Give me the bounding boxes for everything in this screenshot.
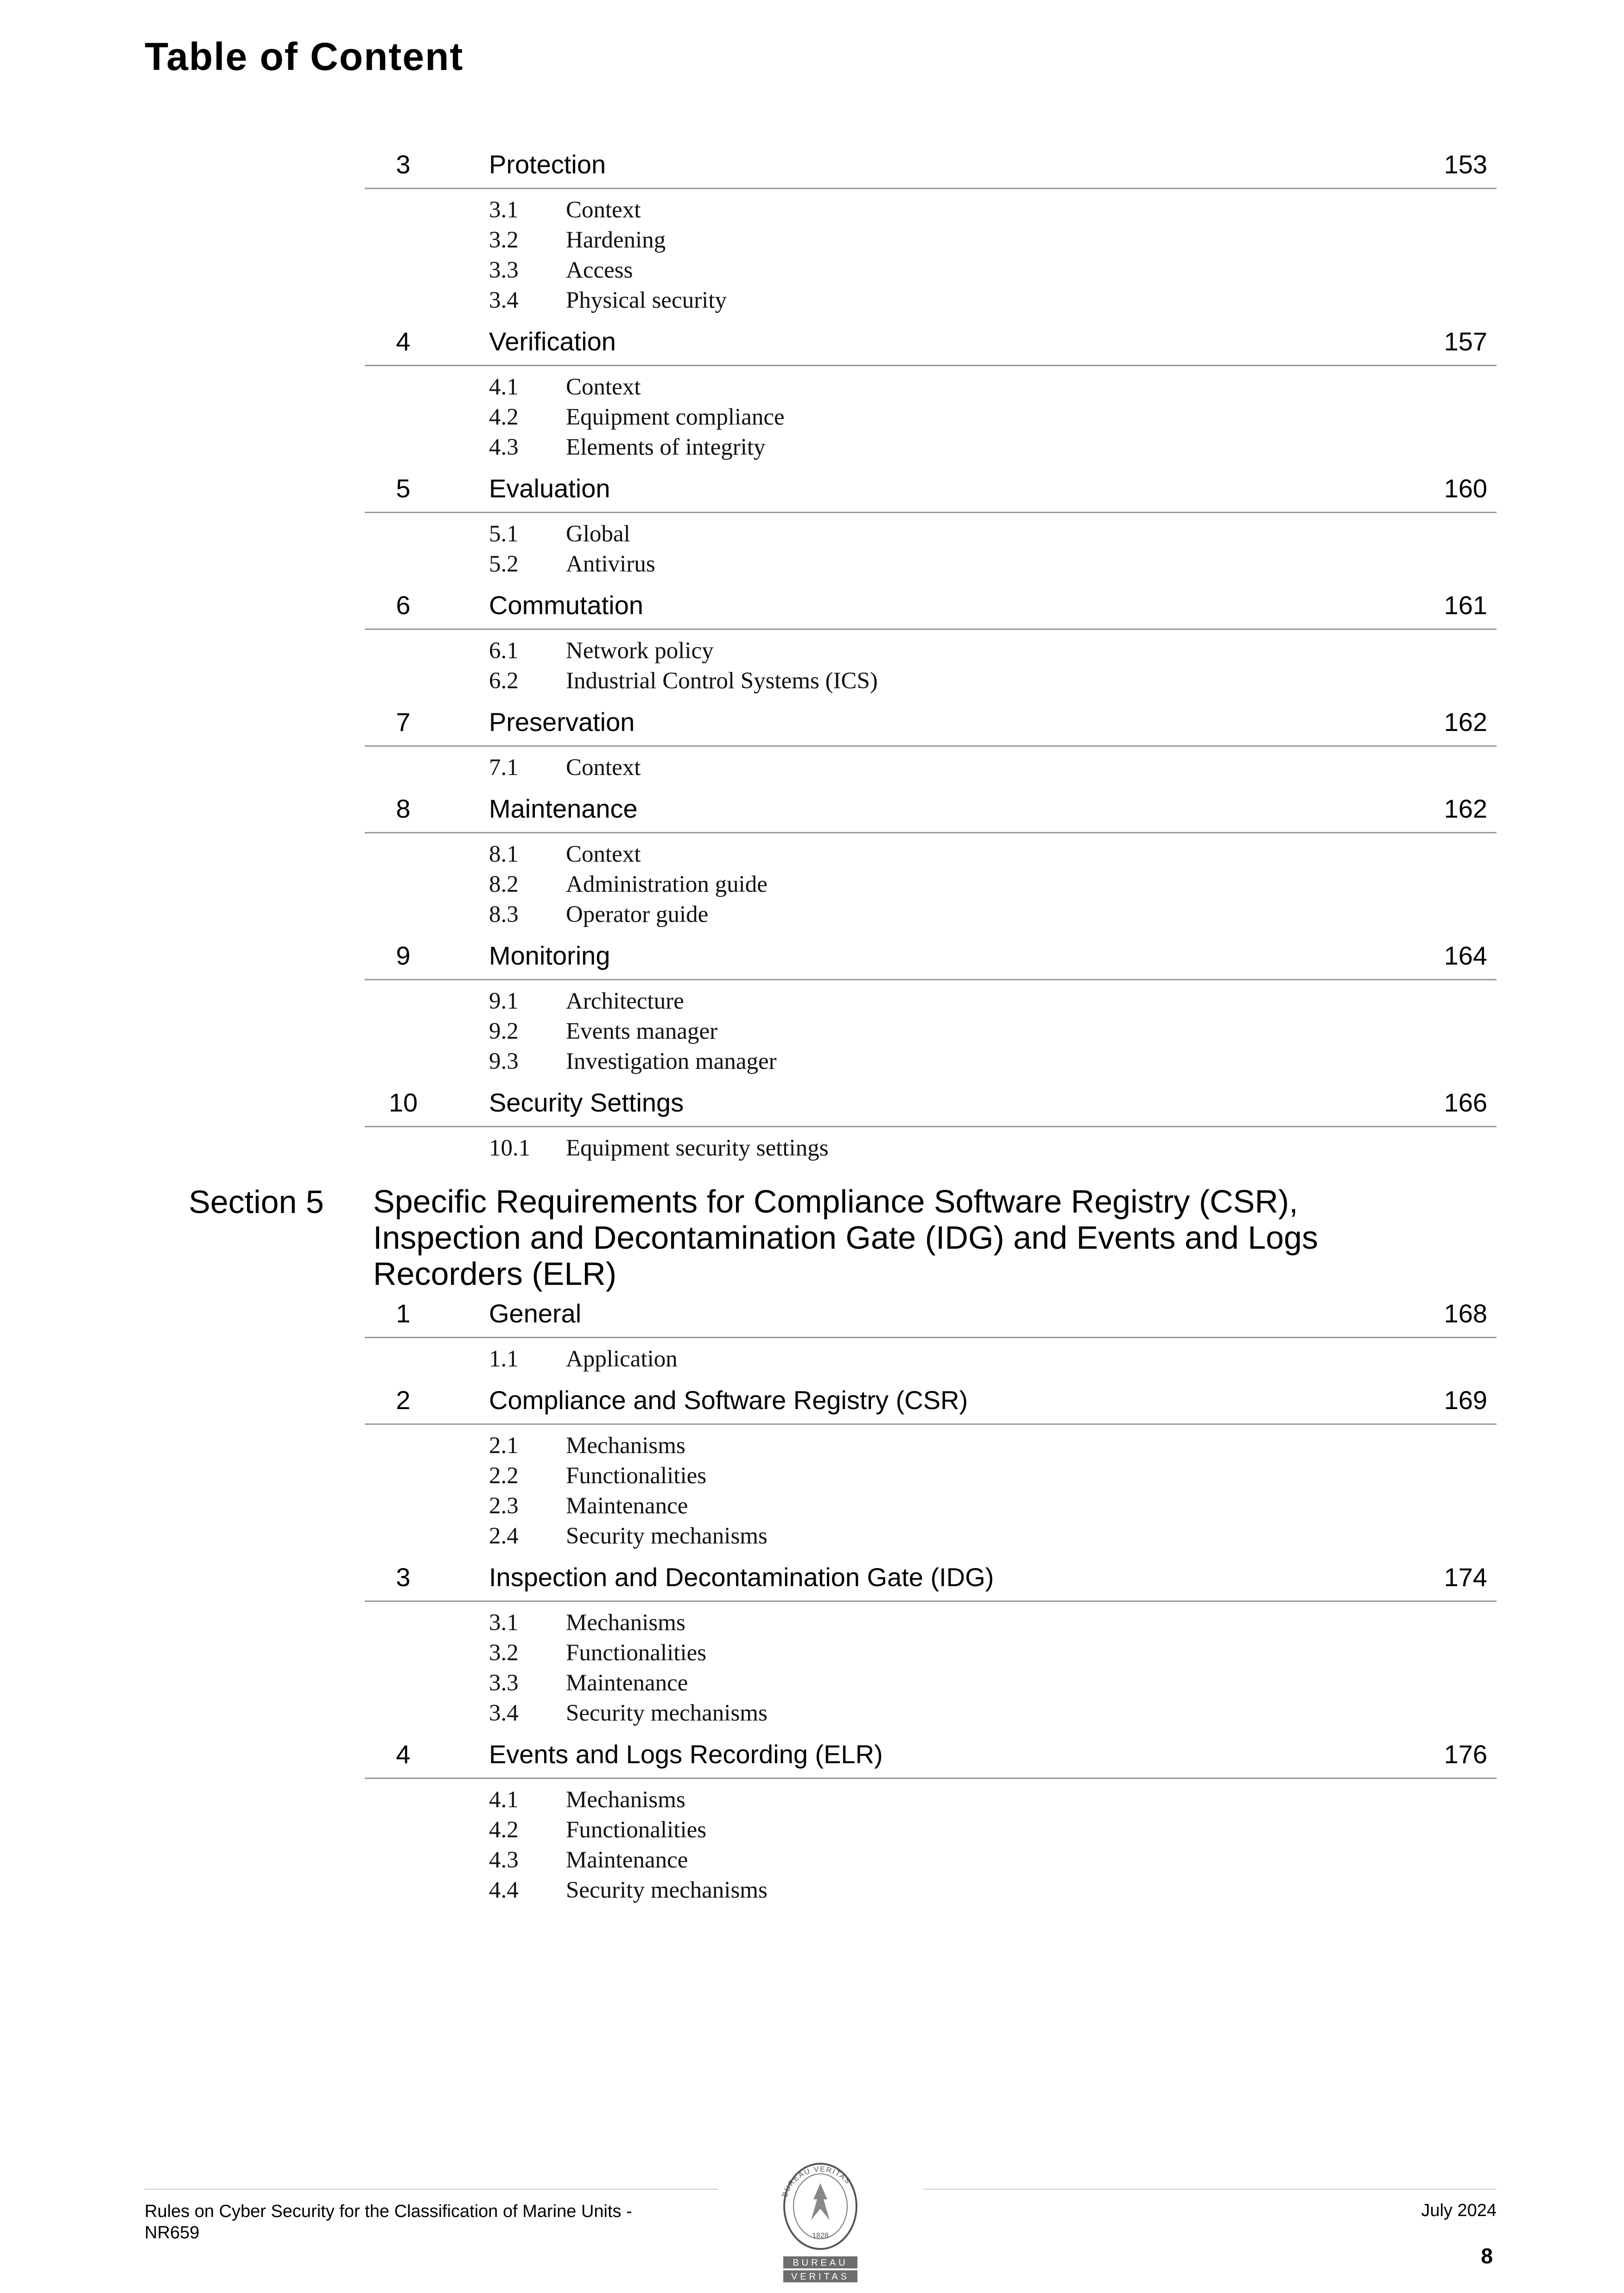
subsection-title: Mechanisms [566, 1787, 685, 1813]
chapter-rule [365, 1337, 1497, 1338]
subsection-title: Mechanisms [566, 1433, 685, 1459]
chapter-row[interactable] [365, 1294, 1497, 1338]
subsection-title: Network policy [566, 638, 714, 664]
subsection-item [365, 1461, 1497, 1491]
chapter-number: 6 [396, 591, 411, 620]
subsection-item [365, 285, 1497, 315]
logo-word-veritas: VERITAS [791, 2272, 850, 2282]
chapter-row[interactable] [365, 1557, 1497, 1602]
subsection-item [365, 549, 1497, 579]
subsection-title: Functionalities [566, 1640, 707, 1666]
subsection-item [365, 635, 1497, 666]
chapter-number: 2 [396, 1385, 411, 1415]
subsection-item [365, 255, 1497, 285]
chapter-rule [365, 1126, 1497, 1127]
subsection-number: 4.2 [489, 1817, 519, 1843]
subsection-title: Physical security [566, 287, 727, 313]
subsection-number: 8.1 [489, 841, 519, 867]
footer-divider-left [145, 2189, 718, 2190]
subsection-title: Events manager [566, 1018, 718, 1044]
subsection-number: 3.1 [489, 1610, 519, 1636]
chapter-row[interactable] [365, 322, 1497, 366]
subsection-title: Antivirus [566, 551, 655, 577]
chapter-number: 1 [396, 1299, 411, 1328]
chapter-title: Compliance and Software Registry (CSR) [489, 1385, 968, 1415]
subsection-title: Maintenance [566, 1493, 688, 1519]
chapter-number: 5 [396, 474, 411, 503]
subsection-list [365, 1338, 1497, 1380]
page-title: Table of Content [145, 35, 464, 78]
subsection-number: 8.2 [489, 871, 519, 897]
subsection-title: Global [566, 521, 630, 547]
subsection-item [365, 869, 1497, 899]
chapter-rule [365, 832, 1497, 833]
chapter-row[interactable] [365, 469, 1497, 513]
chapter-number: 3 [396, 150, 411, 179]
chapter-title: Security Settings [489, 1088, 684, 1117]
chapter-title: Monitoring [489, 941, 610, 970]
chapter-page: 157 [1444, 327, 1487, 356]
chapter-page: 174 [1444, 1563, 1487, 1592]
subsection-list [365, 980, 1497, 1083]
chapter-page: 162 [1444, 707, 1487, 737]
chapter-title: Evaluation [489, 474, 610, 503]
chapter-page: 153 [1444, 150, 1487, 179]
chapter-row[interactable] [365, 1380, 1497, 1425]
subsection-title: Security mechanisms [566, 1700, 768, 1726]
subsection-title: Security mechanisms [566, 1523, 768, 1549]
subsection-list [365, 630, 1497, 702]
subsection-number: 5.1 [489, 521, 519, 547]
subsection-number: 4.3 [489, 434, 519, 460]
chapter-number: 9 [396, 941, 411, 970]
subsection-list [365, 1779, 1497, 1912]
subsection-number: 2.1 [489, 1433, 519, 1459]
subsection-item [365, 1430, 1497, 1461]
subsection-item [365, 402, 1497, 432]
subsection-number: 3.3 [489, 1670, 519, 1696]
subsection-number: 4.1 [489, 374, 519, 400]
subsection-number: 3.1 [489, 197, 519, 223]
subsection-title: Equipment security settings [566, 1135, 829, 1161]
document-code: NR659 [145, 2223, 200, 2242]
subsection-item [365, 839, 1497, 869]
subsection-item [365, 1785, 1497, 1815]
seal-year: 1828 [812, 2232, 829, 2240]
footer-date: July 2024 [1421, 2201, 1497, 2220]
chapter-title: Maintenance [489, 794, 638, 823]
subsection-title: Administration guide [566, 871, 768, 897]
subsection-item [365, 1607, 1497, 1638]
subsection-title: Context [566, 197, 641, 223]
chapter-row[interactable] [365, 585, 1497, 630]
subsection-title: Functionalities [566, 1817, 707, 1843]
subsection-title: Industrial Control Systems (ICS) [566, 668, 878, 694]
subsection-title: Mechanisms [566, 1610, 685, 1636]
chapter-number: 4 [396, 1740, 411, 1769]
footer-document-title [145, 2201, 724, 2243]
subsection-title: Equipment compliance [566, 404, 785, 430]
subsection-number: 9.2 [489, 1018, 519, 1044]
subsection-item [365, 752, 1497, 782]
subsection-title: Maintenance [566, 1670, 688, 1696]
subsection-number: 10.1 [489, 1135, 531, 1161]
section-label: Section 5 [189, 1184, 324, 1220]
chapter-row[interactable] [365, 1083, 1497, 1127]
subsection-title: Access [566, 257, 633, 283]
chapter-title: Verification [489, 327, 616, 356]
chapter-rule [365, 745, 1497, 747]
subsection-number: 3.4 [489, 1700, 519, 1726]
subsection-list [365, 366, 1497, 469]
chapter-title: Inspection and Decontamination Gate (IDG) [489, 1563, 994, 1592]
chapter-page: 164 [1444, 941, 1487, 970]
subsection-title: Context [566, 374, 641, 400]
subsection-item [365, 432, 1497, 462]
chapter-page: 169 [1444, 1385, 1487, 1415]
subsection-number: 4.3 [489, 1847, 519, 1873]
chapter-rule [365, 1423, 1497, 1425]
chapter-page: 166 [1444, 1088, 1487, 1117]
subsection-item [365, 1875, 1497, 1905]
table-of-contents [189, 145, 1497, 1912]
chapter-page: 176 [1444, 1740, 1487, 1769]
chapter-rule [365, 512, 1497, 513]
subsection-number: 2.3 [489, 1493, 519, 1519]
toc-group [365, 145, 1497, 1169]
toc-group [189, 1183, 1497, 1912]
subsection-number: 6.2 [489, 668, 519, 694]
subsection-title: Security mechanisms [566, 1877, 768, 1903]
chapter-number: 10 [388, 1088, 418, 1117]
subsection-title: Application [566, 1346, 678, 1372]
chapter-rule [365, 979, 1497, 980]
chapter-row[interactable] [365, 789, 1497, 833]
subsection-title: Hardening [566, 227, 666, 253]
subsection-item [365, 225, 1497, 255]
chapter-rule [365, 1778, 1497, 1779]
subsection-title: Maintenance [566, 1847, 688, 1873]
subsection-item [365, 195, 1497, 225]
subsection-item [365, 1845, 1497, 1875]
chapter-row[interactable] [365, 145, 1497, 189]
chapter-rule [365, 629, 1497, 630]
document-title: Rules on Cyber Security for the Classification of Marine Units - [145, 2202, 632, 2221]
chapter-rule [365, 188, 1497, 189]
subsection-list [365, 747, 1497, 789]
footer-divider-right [923, 2189, 1497, 2190]
subsection-number: 2.4 [489, 1523, 519, 1549]
chapter-title: Events and Logs Recording (ELR) [489, 1740, 883, 1769]
subsection-number: 4.2 [489, 404, 519, 430]
chapter-page: 160 [1444, 474, 1487, 503]
subsection-item [365, 519, 1497, 549]
chapter-page: 168 [1444, 1299, 1487, 1328]
subsection-title: Elements of integrity [566, 434, 766, 460]
bureau-veritas-logo [767, 2155, 874, 2285]
subsection-list [365, 1127, 1497, 1169]
subsection-title: Architecture [566, 988, 684, 1014]
subsection-number: 1.1 [489, 1346, 519, 1372]
subsection-number: 8.3 [489, 902, 519, 927]
chapter-row[interactable] [365, 936, 1497, 980]
subsection-item [365, 372, 1497, 402]
subsection-item [365, 1491, 1497, 1521]
subsection-list [365, 1425, 1497, 1557]
chapter-title: Preservation [489, 707, 635, 737]
subsection-item [365, 666, 1497, 696]
chapter-row[interactable] [365, 1734, 1497, 1779]
chapter-rule [365, 1601, 1497, 1602]
chapter-title: General [489, 1299, 582, 1328]
subsection-title: Context [566, 755, 641, 781]
chapter-row[interactable] [365, 702, 1497, 747]
page-number: 8 [1481, 2244, 1493, 2268]
subsection-number: 7.1 [489, 755, 519, 781]
logo-word-bureau: BUREAU [793, 2258, 848, 2268]
chapter-rule [365, 365, 1497, 366]
subsection-number: 9.3 [489, 1048, 519, 1074]
subsection-title: Context [566, 841, 641, 867]
section-title: Specific Requirements for Compliance Software Registry (CSR), Inspection and Decontamination Gate (IDG) and Events and Logs Recorders (ELR) [373, 1183, 1318, 1292]
section-heading [189, 1183, 1497, 1294]
subsection-number: 3.3 [489, 257, 519, 283]
subsection-item [365, 1046, 1497, 1076]
subsection-number: 6.1 [489, 638, 519, 664]
subsection-list [365, 189, 1497, 322]
subsection-title: Operator guide [566, 902, 709, 927]
subsection-number: 2.2 [489, 1463, 519, 1489]
chapter-title: Protection [489, 150, 606, 179]
chapter-number: 8 [396, 794, 411, 823]
subsection-number: 3.2 [489, 227, 519, 253]
subsection-item [365, 899, 1497, 929]
subsection-item [365, 1815, 1497, 1845]
subsection-number: 9.1 [489, 988, 519, 1014]
subsection-list [365, 1602, 1497, 1734]
chapter-number: 4 [396, 327, 411, 356]
chapter-number: 3 [396, 1563, 411, 1592]
subsection-number: 4.4 [489, 1877, 519, 1903]
subsection-number: 5.2 [489, 551, 519, 577]
subsection-item [365, 1521, 1497, 1551]
subsection-item [365, 986, 1497, 1016]
subsection-item [365, 1016, 1497, 1046]
chapter-page: 161 [1444, 591, 1487, 620]
subsection-item [365, 1133, 1497, 1163]
chapter-page: 162 [1444, 794, 1487, 823]
chapter-number: 7 [396, 707, 411, 737]
chapter-title: Commutation [489, 591, 644, 620]
subsection-title: Investigation manager [566, 1048, 777, 1074]
subsection-title: Functionalities [566, 1463, 707, 1489]
subsection-list [365, 513, 1497, 585]
subsection-item [365, 1668, 1497, 1698]
seal-ring-text: BUREAU VERITAS [780, 2165, 852, 2198]
subsection-item [365, 1344, 1497, 1374]
subsection-item [365, 1638, 1497, 1668]
subsection-number: 3.4 [489, 287, 519, 313]
subsection-list [365, 833, 1497, 936]
subsection-item [365, 1698, 1497, 1728]
subsection-number: 4.1 [489, 1787, 519, 1813]
seal-figure-icon [811, 2183, 830, 2220]
subsection-number: 3.2 [489, 1640, 519, 1666]
